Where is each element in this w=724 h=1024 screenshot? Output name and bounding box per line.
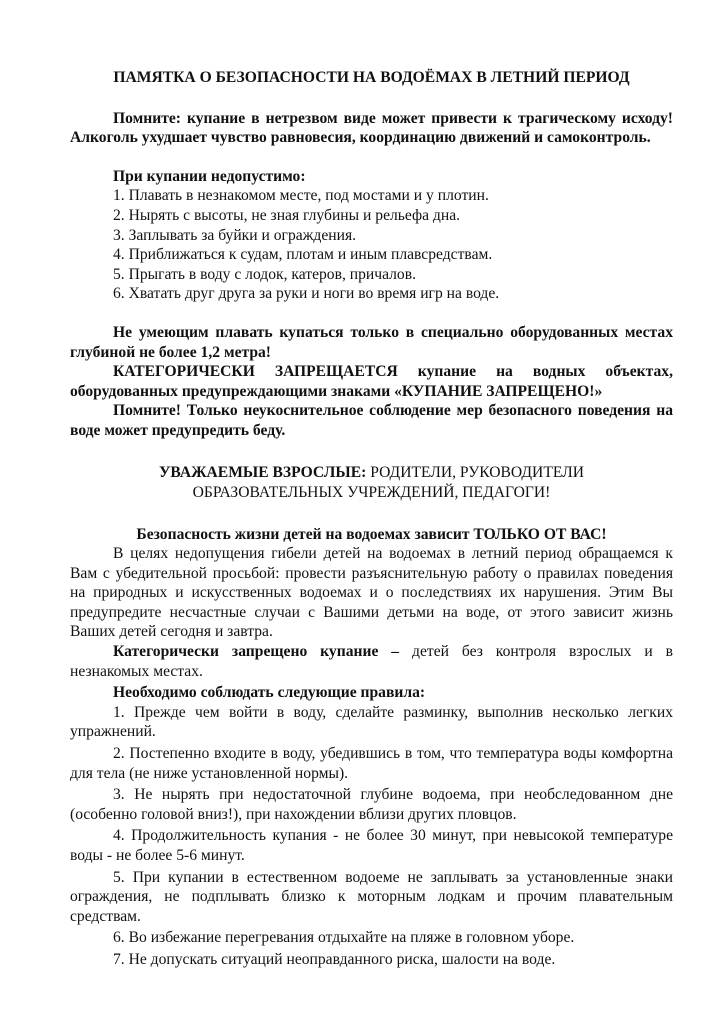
forbidden-notice [70, 362, 673, 401]
document-page [70, 68, 673, 970]
address-rest: РОДИТЕЛИ, РУКОВОДИТЕЛИ [366, 463, 584, 481]
prohibited-item: 3. Заплывать за буйки и ограждения. [113, 226, 357, 244]
spacer [70, 148, 673, 167]
spacer [70, 441, 673, 463]
rule-item: 2. Постепенно входите в воду, убедившись в том, что температура воды комфортна для тела (не ниже установленной нормы). [70, 745, 673, 782]
spacer [70, 503, 673, 525]
prohibited-item: 4. Приближаться к судам, плотам и иным плавсредствам. [113, 246, 493, 264]
safety-heading: Безопасность жизни детей на водоемах зависит ТОЛЬКО ОТ ВАС! [136, 525, 607, 543]
address-bold: УВАЖАЕМЫЕ ВЗРОСЛЫЕ: [158, 463, 367, 481]
prohibited-section [70, 167, 673, 304]
spacer [70, 304, 673, 323]
rule-item: 7. Не допускать ситуаций неоправданного риска, шалости на воде. [113, 950, 556, 968]
appeal-paragraph: В целях недопущения гибели детей на водоемах в летний период обращаемся к Вам с убедительной просьбой: провести разъяснительную работу о правилах поведения на природных и искусственных водоемах и о последствиях их нарушения. Этим Вы предупредите несчастные случаи с Вашими детьми на воде, от этого зависит жизнь Ваших детей сегодня и завтра. [70, 545, 673, 641]
rule-item: 4. Продолжительность купания - не более 30 минут, при невысокой температуре воды - не более 5-6 минут. [70, 827, 673, 864]
non-swimmers-notice: Не умеющим плавать купаться только в специально оборудованных местах глубиной не более 1,2 метра! [70, 323, 673, 361]
prohibited-item: 2. Нырять с высоты, не зная глубины и рельефа дна. [113, 206, 461, 224]
forbidden-rest: купание на водных объектах, оборудованных предупреждающими знаками «КУПАНИЕ ЗАПРЕЩЕНО!» [70, 363, 673, 400]
rules-heading: Необходимо соблюдать следующие правила: [113, 684, 426, 702]
children-forbidden [70, 642, 673, 681]
rule-item: 1. Прежде чем войти в воду, сделайте разминку, выполнив несколько легких упражнений. [70, 703, 673, 741]
rule-item: 5. При купании в естественном водоеме не заплывать за установленные знаки ограждения, не подплывать близко к моторным лодкам и прочим плавательным средствам. [70, 868, 673, 925]
address-heading [70, 463, 673, 503]
address-line-1 [70, 463, 673, 483]
forbidden-bold: КАТЕГОРИЧЕСКИ ЗАПРЕЩАЕТСЯ [113, 363, 398, 381]
children-forbidden-bold: Категорически запрещено купание – [113, 643, 400, 661]
prohibited-heading: При купании недопустимо: [113, 167, 306, 185]
children-forbidden-rest: детей без контроля взрослых и в незнакомых местах. [70, 643, 673, 680]
address-line-2: ОБРАЗОВАТЕЛЬНЫХ УЧРЕЖДЕНИЙ, ПЕДАГОГИ! [192, 483, 551, 501]
remember-notice: Помните! Только неукоснительное соблюдение мер безопасного поведения на воде может предупредить беду. [70, 402, 673, 439]
prohibited-item: 6. Хватать друг друга за руки и ноги во время игр на воде. [113, 285, 500, 303]
alcohol-warning: Помните: купание в нетрезвом виде может привести к трагическому исходу! Алкоголь ухудшает чувство равновесия, координацию движений и самоконтроль. [70, 109, 673, 147]
rule-item: 6. Во избежание перегревания отдыхайте на пляже в головном уборе. [113, 929, 575, 947]
document-title: ПАМЯТКА О БЕЗОПАСНОСТИ НА ВОДОЁМАХ В ЛЕТНИЙ ПЕРИОД [113, 69, 630, 86]
rule-item: 3. Не нырять при недостаточной глубине водоема, при необследованном дне (особенно головой вниз!), при нахождении вблизи других пловцов. [70, 786, 673, 823]
prohibited-item: 1. Плавать в незнакомом месте, под мостами и у плотин. [113, 187, 489, 205]
prohibited-item: 5. Прыгать в воду с лодок, катеров, причалов. [113, 265, 416, 283]
